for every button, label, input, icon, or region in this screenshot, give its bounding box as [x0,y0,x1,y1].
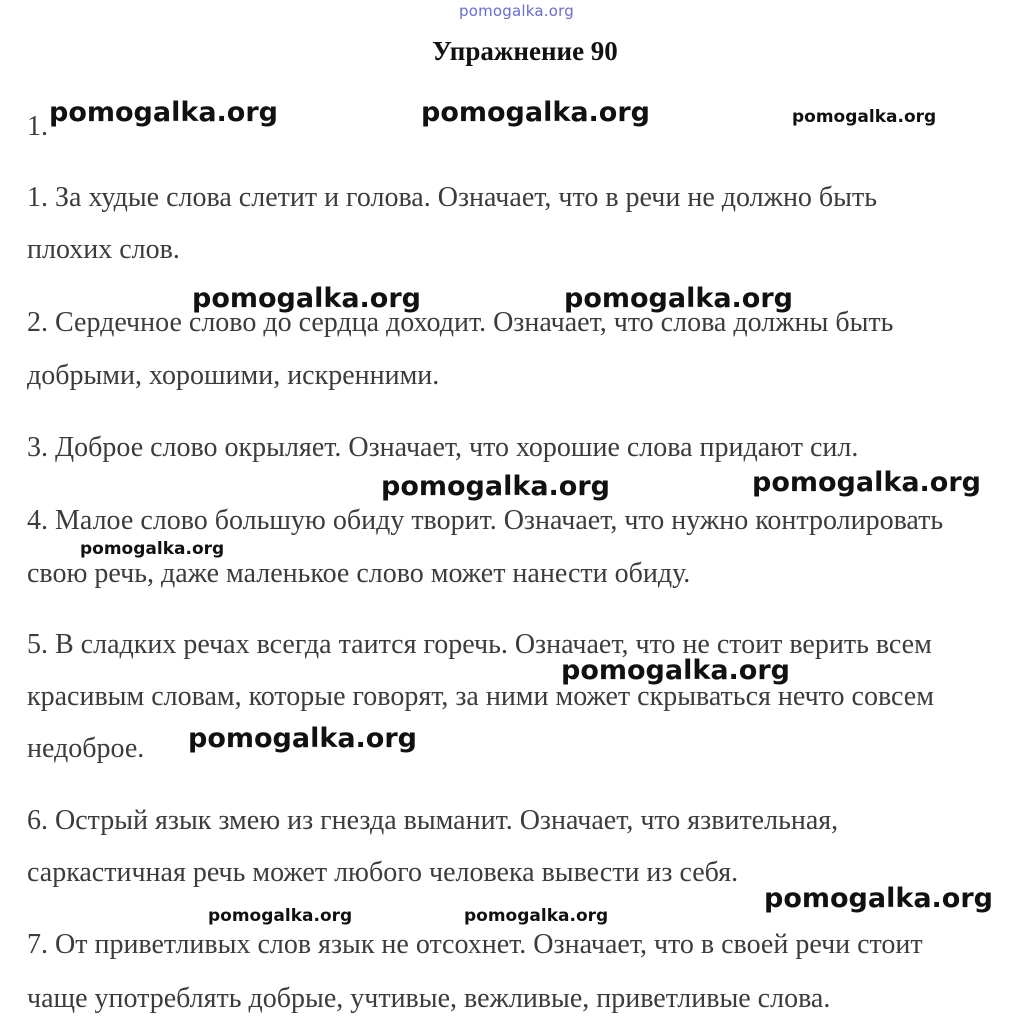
watermark: pomogalka.org [464,906,609,926]
text-line: недоброе. [27,733,145,764]
text-line: 2. Сердечное слово до сердца доходит. Означает, что слова должны быть [27,307,894,338]
text-line: 4. Малое слово большую обиду творит. Означает, что нужно контролировать [27,505,944,536]
watermark: pomogalka.org [792,107,937,127]
text-line: красивым словам, которые говорят, за ними может скрываться нечто совсем [27,681,934,712]
text-line: 6. Острый язык змею из гнезда выманит. Означает, что язвительная, [27,805,839,836]
text-line: плохих слов. [27,234,180,265]
site-link[interactable]: pomogalka.org [459,2,574,20]
text-line: чаще употреблять добрые, учтивые, вежливые, приветливые слова. [27,983,831,1014]
watermark: pomogalka.org [192,283,421,314]
watermark: pomogalka.org [49,97,278,128]
text-line: 5. В сладких речах всегда таится горечь. Означает, что не стоит верить всем [27,629,932,660]
watermark: pomogalka.org [561,655,790,686]
text-line: свою речь, даже маленькое слово может нанести обиду. [27,558,691,589]
text-line: 3. Доброе слово окрыляет. Означает, что хорошие слова придают сил. [27,432,859,463]
watermark: pomogalka.org [421,97,650,128]
watermark: pomogalka.org [564,283,793,314]
watermark: pomogalka.org [188,723,417,754]
watermark: pomogalka.org [764,883,993,914]
watermark: pomogalka.org [80,539,225,559]
text-line: 7. От приветливых слов язык не отсохнет. Означает, что в своей речи стоит [27,929,923,960]
watermark: pomogalka.org [381,471,610,502]
text-line: добрыми, хорошими, искренними. [27,360,440,391]
watermark: pomogalka.org [752,467,981,498]
section-number: 1. [27,111,48,142]
text-line: саркастичная речь может любого человека вывести из себя. [27,857,739,888]
page-title: Упражнение 90 [432,36,618,66]
text-line: 1. За худые слова слетит и голова. Означает, что в речи не должно быть [27,182,877,213]
watermark: pomogalka.org [208,906,353,926]
